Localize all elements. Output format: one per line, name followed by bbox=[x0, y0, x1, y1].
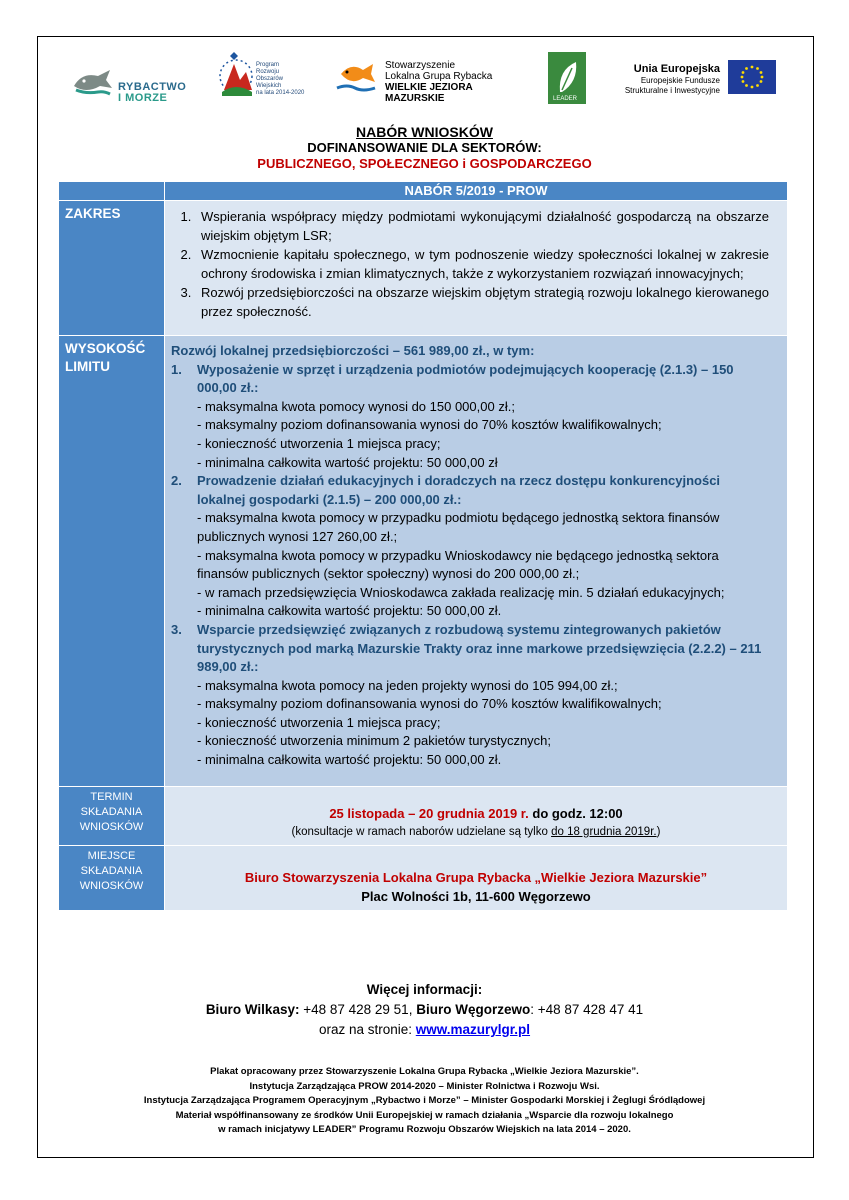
lgr-logo: Stowarzyszenie Lokalna Grupa Rybacka WIELKIE JEZIORA MAZURSKIE bbox=[333, 54, 533, 108]
prow-emblem-icon bbox=[216, 50, 256, 100]
termin-label: TERMIN SKŁADANIA WNIOSKÓW bbox=[59, 786, 165, 845]
leader-logo bbox=[548, 52, 586, 104]
table-header-row bbox=[59, 182, 788, 201]
heading-block bbox=[0, 124, 849, 172]
limit-section-bullets: - maksymalna kwota pomocy w przypadku podmiotu będącego jednostką sektora finansów publicznych wynosi 127 260,00 zł.; - maksymalna kwota pomocy w przypadku Wnioskodawcy nie będącego jednostką sektora finansów publicznych (sektor społeczny) wynosi do 200 000,00 zł.; - w ramach przedsięwzięcia Wnioskodawca zakłada realizację min. 5 działań edukacyjnych; - minimalna całkowita wartość projektu: 50 000,00 zł. bbox=[197, 510, 725, 619]
sectors-heading: PUBLICZNEGO, SPOŁECZNEGO i GOSPODARCZEGO bbox=[257, 156, 592, 171]
termin-time: do godz. 12:00 bbox=[528, 805, 623, 821]
zakres-item: 2. Wzmocnienie kapitału społecznego, w tym podnoszenie wiedzy społeczności lokalnej w zakresie ochrony środowiska i zmian klimatycznych, także z wykorzystaniem rozwiązań innowacyjnych; bbox=[195, 245, 769, 283]
limit-row bbox=[59, 336, 788, 787]
limit-section-title: Wyposażenie w sprzęt i urządzenia podmiotów podejmujących kooperację (2.1.3) – 150 000,00 zł.: bbox=[197, 361, 734, 396]
footer-line: Instytucja Zarządzająca Programem Operacyjnym „Rybactwo i Morze” – Minister Gospodarki Morskiej i Żeglugi Śródlądowej bbox=[143, 1095, 706, 1106]
limit-label: WYSOKOŚĆ LIMITU bbox=[59, 336, 165, 787]
miejsce-content bbox=[165, 845, 788, 910]
limit-content bbox=[165, 336, 788, 787]
page-title: NABÓR WNIOSKÓW bbox=[356, 124, 493, 140]
goldfish-icon bbox=[333, 54, 379, 98]
header-corner-cell bbox=[59, 182, 165, 201]
limit-section: 1. Wyposażenie w sprzęt i urządzenia podmiotów podejmujących kooperację (2.1.3) – 150 000,00 zł.: bbox=[171, 361, 771, 398]
limit-section-title: Wsparcie przedsięwzięć związanych z rozbudową systemu zintegrowanych pakietów turystycznych pod marką Mazurskie Trakty oraz inne markowe przedsięwzięcia (2.2.2) – 211 989,00 zł.: bbox=[197, 621, 762, 675]
more-info bbox=[0, 980, 849, 1040]
prow-logo: Program Rozwoju Obszarów Wiejskich na lata 2014-2020 bbox=[216, 50, 326, 110]
svg-text:LEADER: LEADER bbox=[553, 96, 578, 102]
miejsce-label: MIEJSCE SKŁADANIA WNIOSKÓW bbox=[59, 845, 165, 910]
miejsce-row bbox=[59, 845, 788, 910]
footer-notes bbox=[0, 1065, 849, 1138]
contact-phones: Biuro Wilkasy: +48 87 428 29 51, Biuro Węgorzewo: +48 87 428 47 41 bbox=[205, 1002, 644, 1017]
termin-dates: 25 listopada – 20 grudnia 2019 r. bbox=[329, 805, 529, 821]
footer-line: w ramach inicjatywy LEADER” Programu Rozwoju Obszarów Wiejskich na lata 2014 – 2020. bbox=[218, 1124, 631, 1135]
footer-line: Materiał współfinansowany ze środków Unii Europejskiej w ramach działania „Wsparcie dla rozwoju lokalnego bbox=[175, 1109, 674, 1121]
zakres-content bbox=[165, 201, 788, 336]
website-line: oraz na stronie: www.mazurylgr.pl bbox=[318, 1022, 531, 1037]
termin-content bbox=[165, 786, 788, 845]
limit-section-bullets: - maksymalna kwota pomocy wynosi do 150 000,00 zł.; - maksymalny poziom dofinansowania wynosi do 70% kosztów kwalifikowalnych; - konieczność utworzenia 1 miejsca pracy; - minimalna całkowita wartość projektu: 50 000,00 zł bbox=[197, 398, 662, 470]
zakres-list bbox=[171, 207, 769, 321]
info-table bbox=[58, 181, 788, 911]
limit-section: 3. Wsparcie przedsięwzięć związanych z rozbudową systemu zintegrowanych pakietów turystycznych pod marką Mazurskie Trakty oraz inne markowe przedsięwzięcia (2.2.2) – 211 989,00 zł.: bbox=[171, 621, 771, 677]
zakres-label: ZAKRES bbox=[59, 201, 165, 336]
website-link[interactable]: www.mazurylgr.pl bbox=[415, 1022, 531, 1037]
zakres-item: 3. Rozwój przedsiębiorczości na obszarze wiejskim objętym strategią rozwoju lokalnego kierowanego przez społeczność. bbox=[195, 283, 769, 321]
limit-intro: Rozwój lokalnej przedsiębiorczości – 561 989,00 zł., w tym: bbox=[171, 343, 535, 358]
limit-section: 2. Prowadzenie działań edukacyjnych i doradczych na rzecz dostępu konkurencyjności lokalnej gospodarki (2.1.5) – 200 000,00 zł.: bbox=[171, 472, 771, 509]
termin-note: (konsultacje w ramach naborów udzielane są tylko do 18 grudnia 2019r.) bbox=[291, 825, 661, 838]
termin-row bbox=[59, 786, 788, 845]
leader-leaf-icon bbox=[548, 52, 586, 104]
eu-flag-icon bbox=[728, 60, 776, 96]
nabor-title-cell bbox=[165, 182, 788, 201]
limit-section-bullets: - maksymalna kwota pomocy na jeden projekty wynosi do 105 994,00 zł.; - maksymalny poziom dofinansowania wynosi do 70% kosztów kwalifikowalnych; - konieczność utworzenia 1 miejsca pracy; - konieczność utworzenia minimum 2 pakietów turystycznych; - minimalna całkowita wartość projektu: 50 000,00 zł. bbox=[197, 677, 662, 768]
more-info-title: Więcej informacji: bbox=[366, 982, 483, 997]
rybactwo-i-morze-logo: RYBACTWO I MORZE bbox=[72, 64, 192, 104]
zakres-item: 1. Wspierania współpracy między podmiotami wykonującymi działalność gospodarczą na obszarze wiejskim objętym LSR; bbox=[195, 207, 769, 245]
miejsce-address: Plac Wolności 1b, 11-600 Węgorzewo bbox=[361, 888, 591, 904]
zakres-row bbox=[59, 201, 788, 336]
fish-icon bbox=[72, 64, 116, 98]
nabor-title: NABÓR 5/2019 - PROW bbox=[165, 182, 787, 200]
footer-line: Plakat opracowany przez Stowarzyszenie Lokalna Grupa Rybacka „Wielkie Jeziora Mazurskie”. bbox=[210, 1066, 639, 1077]
miejsce-office: Biuro Stowarzyszenia Lokalna Grupa Rybacka „Wielkie Jeziora Mazurskie” bbox=[244, 869, 708, 885]
logo-bar bbox=[58, 50, 798, 110]
page-subtitle: DOFINANSOWANIE DLA SEKTORÓW: bbox=[307, 140, 542, 155]
limit-section-title: Prowadzenie działań edukacyjnych i doradczych na rzecz dostępu konkurencyjności lokalnej gospodarki (2.1.5) – 200 000,00 zł.: bbox=[197, 473, 721, 507]
footer-line: Instytucja Zarządzająca PROW 2014-2020 – Minister Rolnictwa i Rozwoju Wsi. bbox=[249, 1080, 600, 1092]
ue-text-block: Unia Europejska Europejskie Fundusze Strukturalne i Inwestycyjne bbox=[624, 63, 720, 95]
